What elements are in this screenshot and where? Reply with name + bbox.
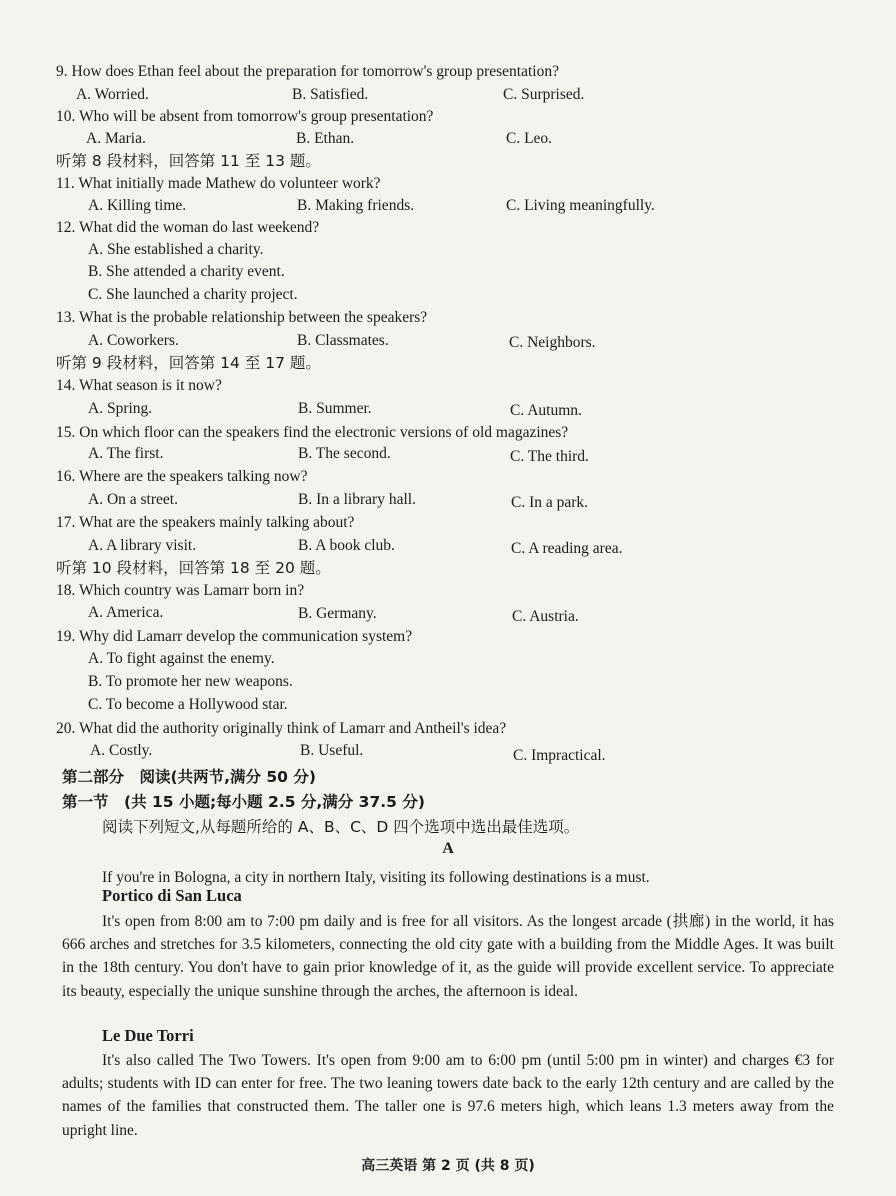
option-c: C. The third.	[510, 448, 589, 465]
option-c: C. Austria.	[512, 608, 579, 625]
section-one-title: 第一节 (共 15 小题;每小题 2.5 分,满分 37.5 分)	[62, 793, 425, 811]
question-15: 15. On which floor can the speakers find the electronic versions of old magazines?	[56, 424, 569, 441]
option-a: A. Coworkers.	[88, 332, 179, 349]
option-b: B. Summer.	[298, 400, 372, 417]
option-c: C. To become a Hollywood star.	[88, 696, 288, 713]
question-12: 12. What did the woman do last weekend?	[56, 219, 320, 236]
question-16: 16. Where are the speakers talking now?	[56, 468, 308, 485]
option-c: C. She launched a charity project.	[88, 286, 298, 303]
passage-intro-text: If you're in Bologna, a city in northern Italy, visiting its following destinations is a must.	[102, 869, 650, 886]
passage-paragraph-2-text: It's also called The Two Towers. It's open from 9:00 am to 6:00 pm (until 5:00 pm in winter) and charges €3 for adults; students with ID can enter for free. The two leaning towers date back to the early 12th century and are called by the names of the families that constructed them. The taller one is 97.6 meters high, which leans 1.3 meters away from the upright line.	[62, 1052, 834, 1139]
option-c: C. Living meaningfully.	[506, 197, 655, 214]
destination-heading-1: Portico di San Luca	[102, 886, 242, 905]
passage-paragraph-1-text: It's open from 8:00 am to 7:00 pm daily and is free for all visitors. As the longest arcade (拱廊) in the world, it has 666 arches and stretches for 3.5 kilometers, connecting the old city gate with a building from the Middle Ages. It was built in the 18th century. You don't have to gain prior knowledge of it, as the guide will provide excellent service. To appreciate its beauty, especially the unique sunshine through the arches, the afternoon is ideal.	[62, 913, 834, 1000]
option-c: C. A reading area.	[511, 540, 623, 557]
page-footer: 高三英语 第 2 页 (共 8 页)	[361, 1158, 535, 1174]
question-14: 14. What season is it now?	[56, 377, 222, 394]
passage-label: A	[442, 840, 454, 857]
option-b: B. Classmates.	[297, 332, 389, 349]
option-b: B. Making friends.	[297, 197, 415, 214]
option-a: A. Maria.	[86, 130, 146, 147]
option-a: A. Costly.	[90, 742, 153, 759]
option-a: A. She established a charity.	[88, 241, 264, 258]
question-13: 13. What is the probable relationship between the speakers?	[56, 309, 428, 326]
option-b: B. Ethan.	[296, 130, 355, 147]
option-b: B. Satisfied.	[292, 86, 369, 103]
section-instruction-9: 听第 9 段材料，回答第 14 至 17 题。	[56, 354, 321, 372]
option-a: A. A library visit.	[88, 537, 197, 554]
question-20: 20. What did the authority originally think of Lamarr and Antheil's idea?	[56, 720, 507, 737]
option-c: C. Leo.	[506, 130, 553, 147]
option-b: B. Useful.	[300, 742, 364, 759]
passage-paragraph-1	[62, 910, 834, 1003]
option-c: C. Autumn.	[510, 402, 582, 419]
question-11: 11. What initially made Mathew do volunteer work?	[56, 175, 381, 192]
option-c: C. Impractical.	[513, 747, 606, 764]
option-a: A. Spring.	[88, 400, 153, 417]
option-a: A. The first.	[88, 445, 164, 462]
question-19: 19. Why did Lamarr develop the communication system?	[56, 628, 413, 645]
option-c: C. Surprised.	[503, 86, 585, 103]
option-c: C. Neighbors.	[509, 334, 596, 351]
section-instruction-10: 听第 10 段材料，回答第 18 至 20 题。	[56, 559, 331, 577]
option-a: A. On a street.	[88, 491, 178, 508]
option-b: B. A book club.	[298, 537, 395, 554]
option-a: A. Worried.	[76, 86, 149, 103]
question-10: 10. Who will be absent from tomorrow's group presentation?	[56, 108, 434, 125]
option-b: B. In a library hall.	[298, 491, 416, 508]
option-b: B. To promote her new weapons.	[88, 673, 293, 690]
option-a: A. To fight against the enemy.	[88, 650, 275, 667]
question-18: 18. Which country was Lamarr born in?	[56, 582, 305, 599]
question-9: 9. How does Ethan feel about the preparation for tomorrow's group presentation?	[56, 63, 559, 80]
reading-instruction: 阅读下列短文,从每题所给的 A、B、C、D 四个选项中选出最佳选项。	[102, 818, 580, 836]
question-17: 17. What are the speakers mainly talking about?	[56, 514, 355, 531]
passage-paragraph-2	[62, 1049, 834, 1142]
destination-heading-2: Le Due Torri	[102, 1026, 194, 1045]
option-a: A. America.	[88, 604, 164, 621]
option-b: B. Germany.	[298, 605, 377, 622]
part-two-title: 第二部分 阅读(共两节,满分 50 分)	[62, 768, 316, 786]
option-b: B. The second.	[298, 445, 391, 462]
section-instruction-8: 听第 8 段材料，回答第 11 至 13 题。	[56, 152, 321, 170]
option-c: C. In a park.	[511, 494, 589, 511]
option-b: B. She attended a charity event.	[88, 263, 285, 280]
option-a: A. Killing time.	[88, 197, 187, 214]
